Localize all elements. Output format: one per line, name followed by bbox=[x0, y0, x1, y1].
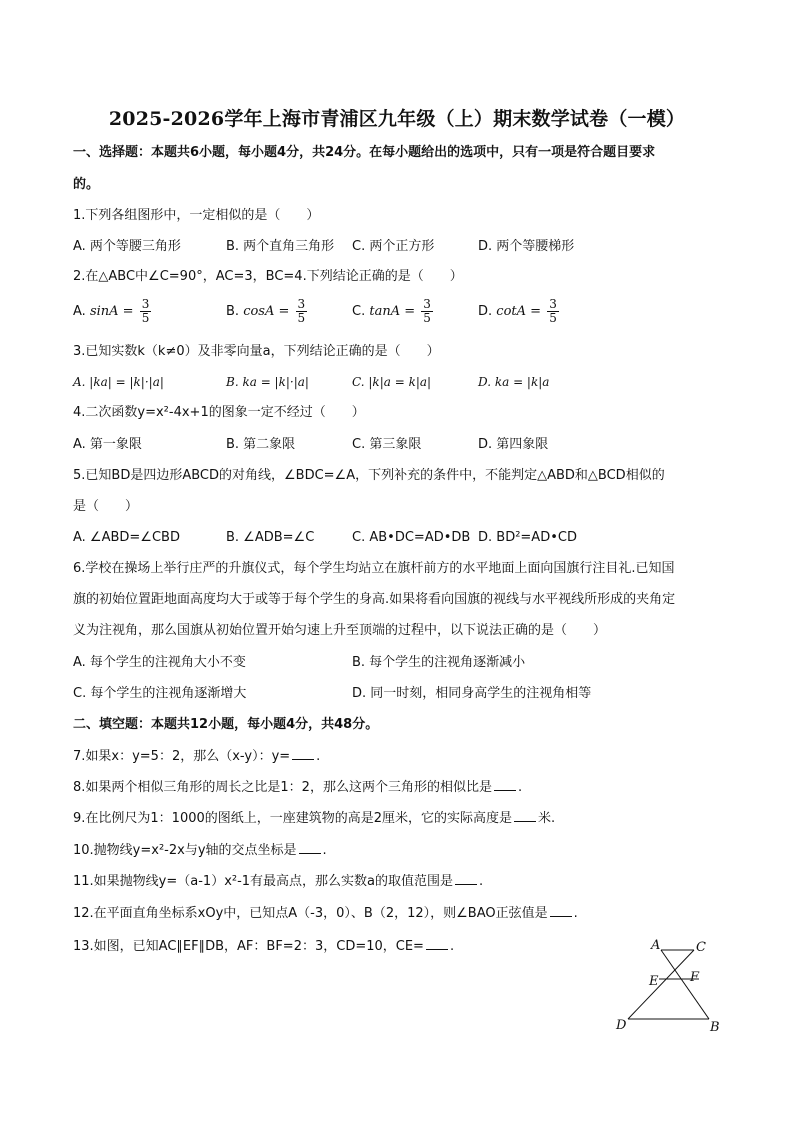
q6-option-d: D. 同一时刻，相同身高学生的注视角相等 bbox=[352, 686, 592, 701]
q6-option-a: A. 每个学生的注视角大小不变 bbox=[73, 655, 246, 670]
q4-option-d: D. 第四象限 bbox=[478, 437, 549, 452]
q4-option-c: C. 第三象限 bbox=[352, 437, 422, 452]
fraction: $\frac{3}{5}$ bbox=[549, 297, 557, 325]
q6-option-c: C. 每个学生的注视角逐渐增大 bbox=[73, 686, 247, 701]
q3-option-a: A. |ka| = |k|·|a| bbox=[73, 375, 164, 389]
q7: 7.如果x：y=5：2，那么（x-y）：y= . bbox=[73, 749, 321, 764]
label-d: D bbox=[616, 1018, 627, 1033]
q2-stem: 2.在△ABC中∠C=90°，AC=3，BC=4.下列结论正确的是（ ） bbox=[73, 269, 463, 284]
q4-stem: 4.二次函数y=x²-4x+1的图象一定不经过（ ） bbox=[73, 405, 365, 420]
q1-option-c: C. 两个正方形 bbox=[352, 239, 435, 254]
q1-stem: 1.下列各组图形中，一定相似的是（ ） bbox=[73, 208, 320, 223]
section1-heading-cont: 的。 bbox=[73, 177, 100, 192]
q8: 8.如果两个相似三角形的周长之比是1：2，那么这两个三角形的相似比是 . bbox=[73, 780, 523, 795]
fraction: $\frac{3}{5}$ bbox=[423, 297, 431, 325]
answer-blank bbox=[299, 841, 321, 854]
fraction: $\frac{3}{5}$ bbox=[297, 297, 306, 325]
segment-ab bbox=[661, 950, 709, 1019]
q6-line-1: 6.学校在操场上举行庄严的升旗仪式，每个学生均站立在旗杆前方的水平地面上面向国旗行注目礼.已知国 bbox=[73, 561, 675, 576]
q5-stem-cont: 是（ ） bbox=[73, 499, 139, 514]
fraction: $\frac{3}{5}$ bbox=[141, 297, 150, 325]
exam-title: 2025-2026学年上海市青浦区九年级（上）期末数学试卷（一模） bbox=[108, 108, 686, 130]
label-c: C bbox=[696, 940, 706, 955]
q5-stem: 5.已知BD是四边形ABCD的对角线，∠BDC=∠A，下列补充的条件中，不能判定△ABD和△BCD相似的 bbox=[73, 468, 665, 483]
q3-option-d: D. ka = |k|a bbox=[478, 375, 550, 389]
section1-heading: 一、选择题：本题共6小题，每小题4分，共24分。在每小题给出的选项中，只有一项是符合题目要求 bbox=[73, 145, 656, 160]
answer-blank bbox=[494, 778, 516, 791]
q5-option-c: C. AB•DC=AD•DB bbox=[352, 530, 471, 545]
q6-option-b: B. 每个学生的注视角逐渐减小 bbox=[352, 655, 526, 670]
q3-option-b: B. ka = |k|·|a| bbox=[226, 375, 309, 389]
label-a: A bbox=[651, 938, 661, 953]
label-b: B bbox=[710, 1020, 720, 1035]
q5-option-b: B. ∠ADB=∠C bbox=[226, 530, 315, 545]
q2-option-b: B. cosA = $\frac{3}{5}$ bbox=[226, 297, 306, 325]
q1-option-a: A. 两个等腰三角形 bbox=[73, 239, 181, 254]
answer-blank bbox=[426, 937, 448, 950]
answer-blank bbox=[455, 872, 477, 885]
q5-option-d: D. BD²=AD•CD bbox=[478, 530, 577, 545]
q6-line-3: 义为注视角，那么国旗从初始位置开始匀速上升至顶端的过程中，以下说法正确的是（ ） bbox=[73, 623, 607, 638]
q5-option-a: A. ∠ABD=∠CBD bbox=[73, 530, 180, 545]
label-e: E bbox=[649, 974, 659, 989]
answer-blank bbox=[550, 904, 572, 917]
q4-option-a: A. 第一象限 bbox=[73, 437, 142, 452]
answer-blank bbox=[292, 747, 314, 760]
q2-option-c: C. tanA = $\frac{3}{5}$ bbox=[352, 297, 431, 325]
q2-option-a: A. sinA = $\frac{3}{5}$ bbox=[73, 297, 150, 325]
q13-figure bbox=[612, 936, 732, 1036]
q10: 10.抛物线y=x²-2x与y轴的交点坐标是 . bbox=[73, 843, 327, 858]
q13: 13.如图，已知AC∥EF∥DB，AF：BF=2：3，CD=10，CE= . bbox=[73, 939, 455, 954]
q1-option-b: B. 两个直角三角形 bbox=[226, 239, 335, 254]
q3-stem: 3.已知实数k（k≠0）及非零向量a，下列结论正确的是（ ） bbox=[73, 344, 440, 359]
q4-option-b: B. 第二象限 bbox=[226, 437, 296, 452]
q12: 12.在平面直角坐标系xOy中，已知点A（-3，0）、B（2，12），则∠BAO正弦值是 . bbox=[73, 906, 578, 921]
q1-option-d: D. 两个等腰梯形 bbox=[478, 239, 575, 254]
label-f: F bbox=[690, 970, 700, 985]
q9: 9.在比例尺为1：1000的图纸上，一座建筑物的高是2厘米，它的实际高度是 米. bbox=[73, 811, 556, 826]
q6-line-2: 旗的初始位置距地面高度均大于或等于每个学生的身高.如果将看向国旗的视线与水平视线所形成的夹角定 bbox=[73, 592, 676, 607]
q11: 11.如果抛物线y=（a-1）x²-1有最高点，那么实数a的取值范围是 . bbox=[73, 874, 484, 889]
q2-option-d: D. cotA = $\frac{3}{5}$ bbox=[478, 297, 557, 325]
answer-blank bbox=[514, 809, 536, 822]
section2-heading: 二、填空题：本题共12小题，每小题4分，共48分。 bbox=[73, 717, 379, 732]
q3-option-c: C. |k|a = k|a| bbox=[352, 375, 432, 389]
segment-cd bbox=[628, 950, 694, 1019]
